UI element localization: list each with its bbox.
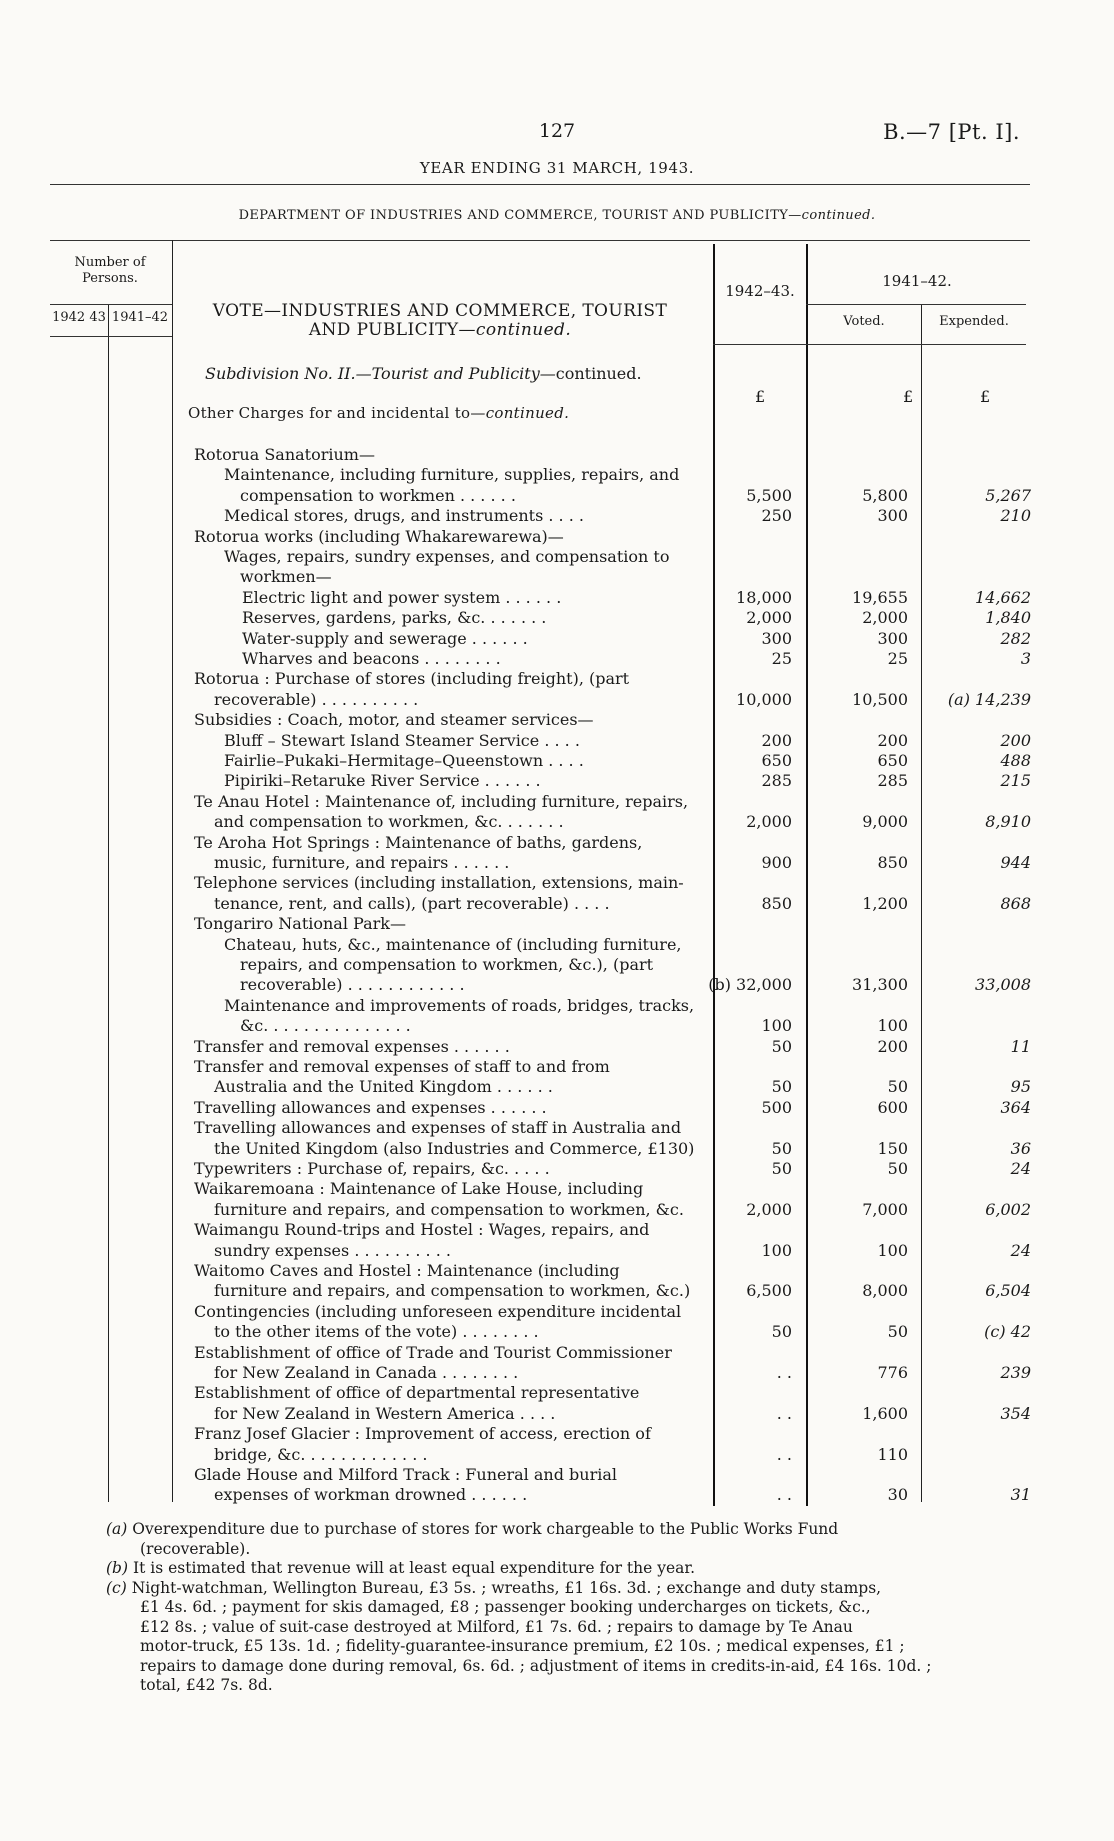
value-expended: 6,504 [985,1281,1031,1301]
value-expended: 31 [1010,1485,1031,1505]
value-1942-43: 900 [761,853,792,872]
value-expended: 8,910 [985,812,1031,832]
row-description: Rotorua : Purchase of stores (including freight), (part [194,669,630,689]
col2-left-rule [806,244,808,1506]
row-description: for New Zealand in Western America . . . . [214,1403,556,1423]
footnote-line [100,1559,1000,1579]
footnote-label: (a) [106,1520,128,1538]
col1-left-rule [713,244,715,1506]
table-row [194,1465,697,1506]
persons-1941-42: 1941–42 [111,310,169,325]
value-voted: 2,000 [862,608,908,628]
table-row [194,996,697,1037]
value-voted: 600 [877,1097,908,1117]
columns-bottom-rule [713,344,1026,345]
col-expended-header: Expended. [939,314,1009,329]
row-description: to the other items of the vote) . . . . . . . . [214,1322,539,1342]
value-voted: 10,500 [852,689,908,709]
row-description: Australia and the United Kingdom . . . . . . [214,1077,553,1097]
footnote-text: £1 4s. 6d. ; payment for skis damaged, £8 ; passenger booking undercharges on tickets, &c., [140,1598,871,1616]
value-1942-43: 50 [771,1138,792,1158]
row-description: Pipiriki–Retaruke River Service . . . . . . [224,771,541,791]
row-description: Transfer and removal expenses . . . . . . [194,1036,510,1056]
row-description: Te Aroha Hot Springs : Maintenance of baths, gardens, [194,832,643,852]
value-voted: 50 [887,1322,908,1342]
footnote [100,1559,1000,1579]
value-expended: 210 [1000,506,1031,526]
value-voted: 850 [877,853,908,872]
value-1942-43: 6,500 [746,1281,792,1301]
value-expended: 6,002 [985,1199,1031,1219]
footnote-text: Overexpenditure due to purchase of stores for work chargeable to the Public Works Fund [132,1520,839,1538]
value-1942-43: 250 [761,506,792,526]
row-description: Electric light and power system . . . . . . [242,587,562,607]
table-row [194,506,697,526]
value-expended: 33,008 [975,975,1031,995]
row-description: music, furniture, and repairs . . . . . . [214,852,510,872]
row-description: Travelling allowances and expenses of staff in Australia and [194,1118,682,1138]
row-description: Subsidies : Coach, motor, and steamer services— [194,710,594,730]
table-row [194,1159,697,1179]
subdivision-continued: continued. [555,364,642,383]
value-1942-43: 25 [771,649,792,668]
footnote-line [100,1540,1000,1560]
value-voted: 300 [877,506,908,526]
row-description: sundry expenses . . . . . . . . . . [214,1240,451,1260]
persons-subheader-rule [50,336,172,337]
value-voted: 300 [877,628,908,648]
value-expended: 1,840 [985,608,1031,628]
value-voted: 100 [877,1016,908,1036]
year-heading: YEAR ENDING 31 MARCH, 1943. [419,159,695,177]
value-1942-43: 50 [771,1077,792,1097]
value-expended: 282 [1000,628,1031,648]
col-1942-43-header: 1942–43. [725,282,795,300]
value-voted: 31,300 [852,975,908,995]
value-voted: 9,000 [862,812,908,832]
table-top-rule [50,240,1030,241]
footnote-line [100,1676,1000,1696]
footnote-line [100,1598,1000,1618]
row-description: Franz Josef Glacier : Improvement of access, erection of [194,1424,651,1444]
table-row [194,527,697,547]
row-description: Wages, repairs, sundry expenses, and compensation to [224,547,670,566]
footnote [100,1579,1000,1696]
value-1942-43: 10,000 [736,689,792,709]
value-1942-43: 5,500 [746,485,792,505]
row-description: Maintenance, including furniture, supplies, repairs, and [224,465,680,485]
table-row [194,731,697,751]
value-1942-43: . . [776,1485,792,1505]
vote-title-line1: VOTE—INDUSTRIES AND COMMERCE, TOURIST [212,301,668,321]
row-description: recoverable) . . . . . . . . . . . . [240,975,465,995]
row-description: Rotorua works (including Whakarewarewa)— [194,526,564,546]
value-expended: 3 [1020,649,1031,668]
value-voted: 19,655 [852,587,908,607]
value-1942-43: 18,000 [736,587,792,607]
row-description: compensation to workmen . . . . . . [240,485,516,505]
value-voted: 1,600 [862,1403,908,1423]
row-description: Contingencies (including unforeseen expenditure incidental [194,1301,682,1321]
footnote-line [100,1618,1000,1638]
row-description: Maintenance and improvements of roads, bridges, tracks, [224,995,695,1015]
value-voted: 8,000 [862,1281,908,1301]
value-voted: 1,200 [862,893,908,913]
footnote-text: (recoverable). [140,1539,251,1558]
value-1942-43: . . [776,1444,792,1464]
value-1942-43: 850 [761,893,792,913]
footnote-label: (c) [106,1578,127,1597]
row-description: Reserves, gardens, parks, &c. . . . . . . [242,608,547,628]
table-row [194,1098,697,1118]
table-row [194,1118,697,1159]
row-description: Establishment of office of departmental representative [194,1383,640,1403]
document-code: B.—7 [Pt. I]. [883,120,1020,144]
row-description: Establishment of office of Trade and Tourist Commissioner [194,1342,672,1362]
value-1942-43: 500 [761,1097,792,1117]
value-voted: 285 [877,771,908,791]
row-description: Tongariro National Park— [194,914,406,934]
value-expended: 239 [1000,1363,1031,1382]
row-description: bridge, &c. . . . . . . . . . . . . [214,1444,428,1464]
value-expended: 364 [1000,1097,1031,1117]
currency-col1: £ [755,387,766,406]
value-voted: 30 [887,1485,908,1505]
value-1942-43: 200 [761,730,792,750]
value-expended: 24 [1010,1240,1031,1260]
row-description: Waimangu Round-trips and Hostel : Wages, repairs, and [194,1220,650,1240]
persons-1942-43: 1942 43 [52,310,106,325]
table-row [194,608,697,628]
row-description: Rotorua Sanatorium— [194,445,375,464]
footnote-text: £12 8s. ; value of suit-case destroyed at Milford, £1 7s. 6d. ; repairs to damage by Te Anau [140,1617,853,1636]
row-description: Water-supply and sewerage . . . . . . [242,628,528,648]
footnote-text: total, £42 7s. 8d. [140,1676,273,1694]
footnote-text: Night-watchman, Wellington Bureau, £3 5s. ; wreaths, £1 16s. 3d. ; exchange and duty stamps, [131,1578,882,1597]
department-heading [0,208,1114,223]
value-voted: 110 [877,1444,908,1464]
voted-expended-rule [806,304,1026,305]
footnote-text: repairs to damage done during removal, 6s. 6d. ; adjustment of items in credits-in-aid, £4 16s. 10d. ; [140,1656,932,1675]
value-voted: 650 [877,751,908,770]
value-voted: 100 [877,1240,908,1260]
row-description: furniture and repairs, and compensation to workmen, &c. [214,1199,684,1219]
value-1942-43: 2,000 [746,1199,792,1219]
row-description: &c. . . . . . . . . . . . . . . [240,1016,411,1036]
row-description: Fairlie–Pukaki–Hermitage–Queenstown . . . . [224,751,584,770]
table-row [194,751,697,771]
footnote-label: (b) [106,1559,129,1577]
table-row [194,935,697,996]
currency-col3: £ [980,387,991,406]
value-1942-43: 50 [771,1159,792,1178]
row-description: recoverable) . . . . . . . . . . [214,689,419,709]
value-voted: 776 [877,1363,908,1382]
table-row [194,914,697,934]
row-description: furniture and repairs, and compensation to workmen, &c.) [214,1281,691,1301]
value-voted: 7,000 [862,1199,908,1219]
row-description: Waitomo Caves and Hostel : Maintenance (including [194,1261,620,1280]
value-1942-43: (b) 32,000 [708,975,792,995]
row-description: Medical stores, drugs, and instruments . . . . [224,506,584,526]
value-expended: 11 [1010,1036,1031,1056]
row-description: Wharves and beacons . . . . . . . . [242,649,501,668]
value-1942-43: . . [776,1403,792,1423]
table-row [194,1383,697,1424]
persons-header-rule [50,304,172,305]
value-expended: 354 [1000,1403,1031,1423]
header-rule [50,184,1030,185]
department-heading-text: DEPARTMENT OF INDUSTRIES AND COMMERCE, TOURIST AND PUBLICITY— [238,208,802,223]
value-1942-43: 650 [761,751,792,770]
row-description: Typewriters : Purchase of, repairs, &c. . . . . [194,1159,550,1178]
value-expended: 215 [1000,771,1031,791]
table-row [194,465,697,506]
value-expended: 5,267 [985,485,1031,505]
table-row [194,629,697,649]
row-description: Glade House and Milford Track : Funeral and burial [194,1465,617,1484]
row-description: workmen— [240,567,332,587]
row-description: the United Kingdom (also Industries and Commerce, £130) [214,1138,695,1158]
footnote-line [100,1657,1000,1677]
row-description: expenses of workman drowned . . . . . . [214,1485,528,1505]
row-description: tenance, rent, and calls), (part recoverable) . . . . [214,893,610,913]
row-description: Chateau, huts, &c., maintenance of (including furniture, [224,934,682,954]
table-row [194,588,697,608]
footnote [100,1520,1000,1559]
number-of-persons-header: Number of Persons. [74,255,146,286]
table-row [194,1302,697,1343]
table-row [194,1261,697,1302]
value-expended: (a) 14,239 [947,689,1031,709]
subdivision-heading-text: Subdivision No. II.—Tourist and Publicity— [205,364,556,383]
department-heading-continued: continued. [801,208,876,223]
vote-title-line2-text: AND PUBLICITY— [308,320,476,340]
value-1942-43: 50 [771,1036,792,1056]
value-voted: 150 [877,1138,908,1158]
value-expended: 14,662 [975,587,1031,607]
value-1942-43: 300 [761,628,792,648]
table-row [194,1424,697,1465]
value-expended: 200 [1000,730,1031,750]
table-row [194,669,697,710]
value-voted: 50 [887,1159,908,1178]
row-description: Te Anau Hotel : Maintenance of, including furniture, repairs, [194,791,689,811]
value-expended: 488 [1000,751,1031,770]
row-description: repairs, and compensation to workmen, &c.), (part [240,954,654,974]
table-row [194,1037,697,1057]
persons-split-rule [108,305,109,1502]
value-voted: 200 [877,1036,908,1056]
value-1942-43: . . [776,1363,792,1382]
value-expended: 36 [1010,1138,1031,1158]
table-row [194,771,697,791]
table-row [194,1220,697,1261]
other-charges-text: Other Charges for and incidental to— [188,404,486,422]
col-voted-header: Voted. [843,314,885,329]
other-charges-heading [188,404,569,422]
table-row [194,1343,697,1384]
row-description: for New Zealand in Canada . . . . . . . . [214,1362,519,1382]
value-1942-43: 2,000 [746,812,792,832]
value-expended: 95 [1010,1077,1031,1097]
value-voted: 25 [887,649,908,668]
row-description: Telephone services (including installation, extensions, main- [194,873,684,893]
page-number: 127 [538,120,576,142]
value-1942-43: 285 [761,771,792,791]
value-1942-43: 50 [771,1322,792,1342]
table-row [194,833,697,874]
value-expended: 24 [1010,1159,1031,1178]
table-row [194,1179,697,1220]
value-expended: (c) 42 [984,1322,1031,1342]
row-description: and compensation to workmen, &c. . . . . . . [214,812,564,832]
vote-title-continued: continued. [475,320,572,340]
table-row [194,710,697,730]
row-description: Waikaremoana : Maintenance of Lake House, including [194,1179,644,1199]
currency-col2: £ [903,387,914,406]
value-expended: 944 [1000,853,1031,872]
footnote-line [100,1637,1000,1657]
subdivision-heading [205,364,642,383]
table-row [194,547,697,588]
value-1942-43: 100 [761,1016,792,1036]
vote-title-line2 [175,321,705,340]
table-row [194,445,697,465]
footnote-text: It is estimated that revenue will at least equal expenditure for the year. [132,1559,696,1577]
persons-column-rule [172,240,173,1502]
row-description: Transfer and removal expenses of staff to and from [194,1057,610,1076]
row-description: Travelling allowances and expenses . . . . . . [194,1097,547,1117]
value-1942-43: 100 [761,1240,792,1260]
vote-title [175,302,705,340]
footnote-line [100,1579,1000,1599]
col3-left-rule [921,305,922,1502]
footnote-line [100,1520,1000,1540]
value-expended: 868 [1000,893,1031,913]
table-row [194,873,697,914]
value-voted: 200 [877,730,908,750]
table-row [194,649,697,669]
value-1942-43: 2,000 [746,608,792,628]
value-voted: 5,800 [862,485,908,505]
table-row [194,792,697,833]
other-charges-continued: continued. [485,404,570,422]
table-row [194,1057,697,1098]
col-1941-42-header: 1941–42. [882,272,952,290]
footnote-text: motor-truck, £5 13s. 1d. ; fidelity-guarantee-insurance premium, £2 10s. ; medical expenses, £1 ; [140,1637,905,1655]
row-description: Bluff – Stewart Island Steamer Service . . . . [224,730,580,750]
value-voted: 50 [887,1077,908,1097]
